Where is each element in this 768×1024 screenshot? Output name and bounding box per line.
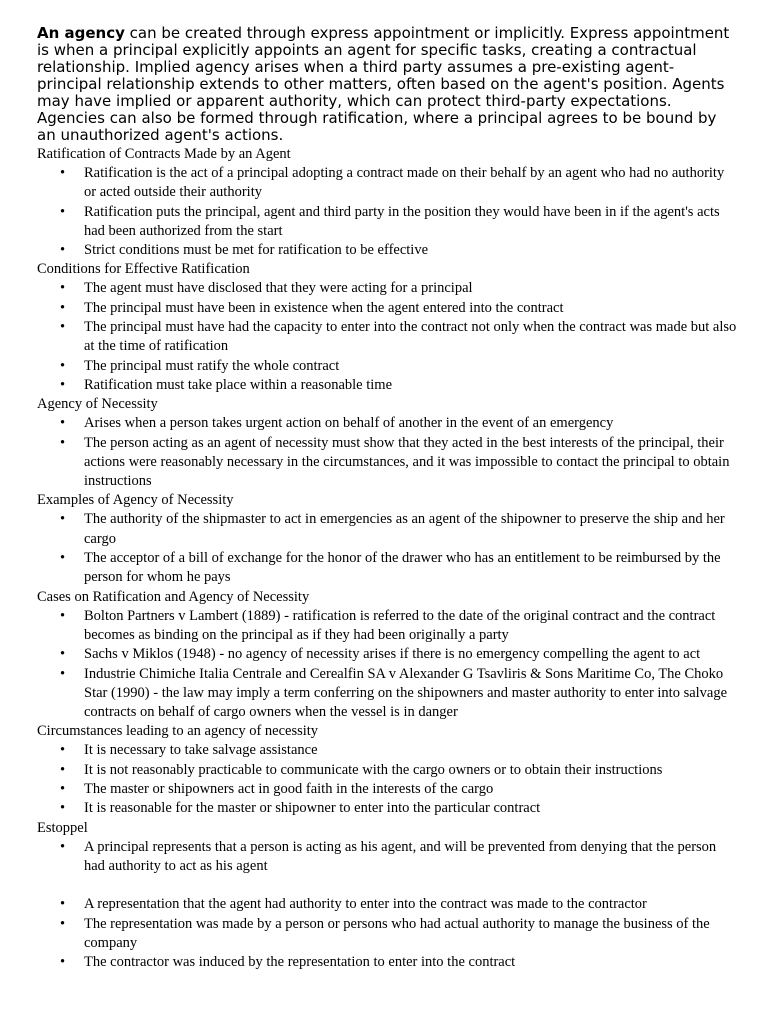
list-item: • The master or shipowners act in good faith in the interests of the cargo (84, 780, 738, 799)
section-heading: Examples of Agency of Necessity (37, 492, 234, 509)
spacer (37, 876, 738, 895)
list-item: • Ratification puts the principal, agent and third party in the position they would have been in if the agent's acts had been authorized from the start (84, 203, 738, 242)
section-heading: Circumstances leading to an agency of necessity (37, 723, 319, 740)
list-item: • The principal must have had the capacity to enter into the contract not only when the contract was made but also at the time of ratification (84, 318, 738, 357)
list-item: • It is not reasonably practicable to communicate with the cargo owners or to obtain their instructions (84, 761, 738, 780)
intro-text: can be created through express appointment or implicitly. Express appointment is when a principal explicitly appoints an agent for specific tasks, creating a contractual relationship. Implied agency arises when a third party assumes a pre-existing agent-principal relationship extends to other matters, often based on the agent's position. Agents may have implied or apparent authority, which can protect third-party expectations. Agencies can also be formed through ratification, where a principal agrees to be bound by an unauthorized agent's actions. (37, 24, 730, 144)
section-ratification (37, 145, 738, 260)
list-item: • The acceptor of a bill of exchange for the honor of the drawer who has an entitlement to be reimbursed by the person for whom he pays (84, 549, 738, 588)
list-item: • The principal must have been in existence when the agent entered into the contract (84, 299, 738, 318)
list-item: • The agent must have disclosed that they were acting for a principal (84, 279, 738, 298)
list-item: • Strict conditions must be met for ratification to be effective (84, 241, 738, 260)
list-item: • A representation that the agent had authority to enter into the contract was made to the contractor (84, 895, 738, 914)
bullet-list (37, 414, 738, 491)
list-item: • Arises when a person takes urgent action on behalf of another in the event of an emergency (84, 414, 738, 433)
bullet-list (37, 607, 738, 723)
list-item: • It is reasonable for the master or shipowner to enter into the particular contract (84, 799, 738, 818)
list-item: • Industrie Chimiche Italia Centrale and Cerealfin SA v Alexander G Tsavliris & Sons Maritime Co, The Choko Star (1990) - the law may imply a term conferring on the shipowners and master authority to enter into salvage contracts on behalf of cargo owners when the vessel is in danger (84, 665, 738, 723)
list-item: • The principal must ratify the whole contract (84, 357, 738, 376)
list-item: • The contractor was induced by the representation to enter into the contract (84, 953, 738, 972)
intro-bold-term: An agency (37, 24, 125, 42)
bullet-list (37, 741, 738, 818)
list-item: • It is necessary to take salvage assistance (84, 741, 738, 760)
section-examples (37, 491, 738, 587)
section-estoppel (37, 819, 738, 973)
section-heading: Ratification of Contracts Made by an Agent (37, 146, 291, 162)
bullet-list (37, 510, 738, 587)
section-heading: Agency of Necessity (37, 396, 158, 413)
section-heading: Estoppel (37, 819, 88, 836)
bullet-list (37, 895, 738, 972)
list-item: • A principal represents that a person is acting as his agent, and will be prevented from denying that the person had authority to act as his agent (84, 838, 738, 877)
list-item: • The representation was made by a person or persons who had actual authority to manage the business of the company (84, 915, 738, 954)
list-item: • Sachs v Miklos (1948) - no agency of necessity arises if there is no emergency compelling the agent to act (84, 645, 738, 664)
section-agency-of-necessity (37, 395, 738, 491)
list-item: • Ratification is the act of a principal adopting a contract made on their behalf by an agent who had no authority or acted outside their authority (84, 164, 738, 203)
intro-paragraph (37, 25, 738, 144)
bullet-list (37, 279, 738, 395)
section-cases (37, 588, 738, 723)
bullet-list (37, 838, 738, 877)
list-item: • The person acting as an agent of necessity must show that they acted in the best interests of the principal, their actions were reasonably necessary in the circumstances, and it was impossible to contact the principal to obtain instructions (84, 434, 738, 492)
section-conditions (37, 260, 738, 395)
bullet-list (37, 164, 738, 260)
section-circumstances (37, 722, 738, 818)
list-item: • The authority of the shipmaster to act in emergencies as an agent of the shipowner to preserve the ship and her cargo (84, 510, 738, 549)
list-item: • Ratification must take place within a reasonable time (84, 376, 738, 395)
list-item: • Bolton Partners v Lambert (1889) - ratification is referred to the date of the original contract and the contract becomes as binding on the principal as if they had been originally a party (84, 607, 738, 646)
section-heading: Conditions for Effective Ratification (37, 261, 250, 278)
section-heading: Cases on Ratification and Agency of Necessity (37, 588, 310, 605)
